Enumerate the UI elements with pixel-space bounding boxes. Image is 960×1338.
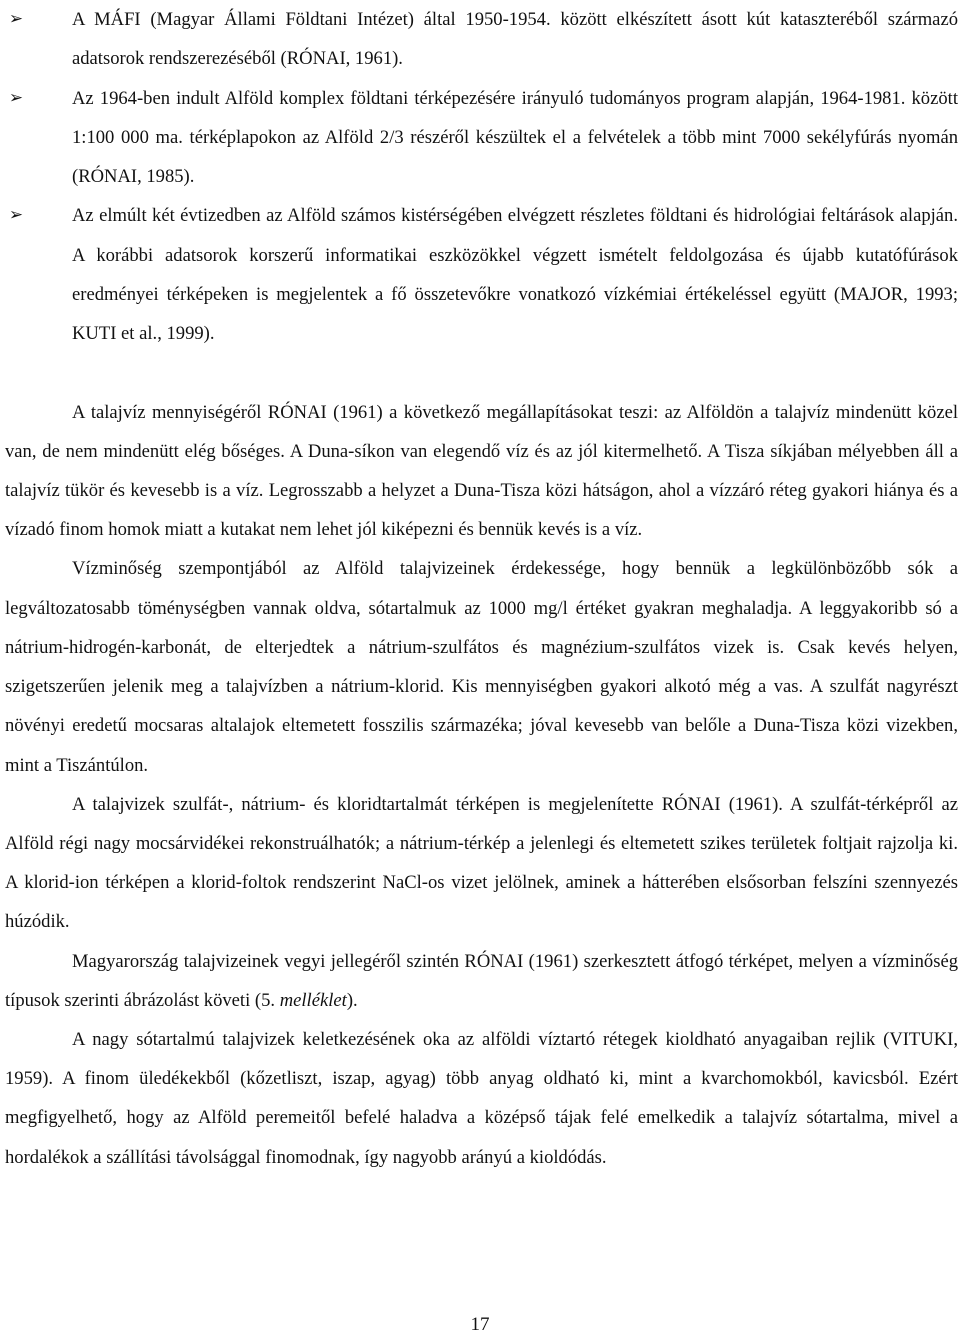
paragraph-salt-maps: A talajvizek szulfát-, nátrium- és kloridtartalmát térképen is megjelenítette RÓNAI (1961). A szulfát-térképről az Alföld régi nagy mocsárvidékei rekonstruálhatók; a nátrium-térkép a jelenlegi és eltemetett szikes területek foltjait rajzolja ki. A klorid-ion térképen a klorid-foltok rendszerint NaCl-os vizet jelölnek, aminek a hátterében elsősorban felszíni szennyezés húzódik. <box>5 793 958 933</box>
list-item <box>5 0 958 79</box>
bullet-list <box>5 0 958 354</box>
paragraph-groundwater-quantity: A talajvíz mennyiségéről RÓNAI (1961) a következő megállapításokat teszi: az Alföldön a talajvíz mindenütt közel van, de nem mindenütt elég bőséges. A Duna-síkon van elegendő víz és az jól kitermelhető. A Tisza síkjában mélyebben áll a talajvíz tükör és kevesebb is a víz. Legrosszabb a helyzet a Duna-Tisza közi hátságon, ahol a vízzáró réteg gyakori hiánya és a vízadó finom homok miatt a kutakat nem lehet jól kiképezni és bennük kevés is a víz. <box>5 401 958 541</box>
paragraph-text: ). <box>346 989 358 1011</box>
arrow-bullet-icon: ➢ <box>8 9 24 29</box>
paragraph-water-quality: Vízminőség szempontjából az Alföld talajvizeinek érdekessége, hogy bennük a legkülönbözőbb sók a legváltozatosabb töménységben vannak oldva, sótartalmuk az 1000 mg/l értéket gyakran meghaladja. A leggyakoribb só a nátrium-hidrogén-karbonát, de elterjedtek a nátrium-szulfátos és magnézium-szulfátos vizek is. Csak kevés helyen, szigetszerűen jelenik meg a talajvízben a nátrium-klorid. Kis mennyiségben gyakori alkotó még a vas. A szulfát nagyrészt növényi eredetű mocsaras altalajok eltemetett fosszilis származéka; jóval kevesebb van belőle a Duna-Tisza közi vizekben, mint a Tiszántúlon. <box>5 558 958 776</box>
bullet-text: Az 1964-ben indult Alföld komplex földtani térképezésére irányuló tudományos program alapján, 1964-1981. között 1:100 000 ma. térképlapokon az Alföld 2/3 részéről készültek el a felvételek a több mint 7000 sekélyfúrás nyomán (RÓNAI, 1985). <box>72 87 958 188</box>
list-item <box>5 79 958 197</box>
bullet-text: Az elmúlt két évtizedben az Alföld számos kistérségében elvégzett részletes földtani és hidrológiai feltárások alapján. A korábbi adatsorok korszerű informatikai eszközökkel végzett ismételt feldolgozása és újabb kutatófúrások eredményei térképeken is megjelentek a fő összetevőkre vonatkozó vízkémiai értékeléssel együtt (MAJOR, 1993; KUTI et al., 1999). <box>72 205 958 345</box>
document-page <box>5 0 958 1177</box>
arrow-bullet-icon: ➢ <box>8 87 24 108</box>
list-item <box>5 196 958 353</box>
arrow-bullet-icon: ➢ <box>8 205 24 226</box>
page-number: 17 <box>470 1314 490 1335</box>
paragraph-chemical-map <box>5 942 958 1020</box>
paragraph-salinity-origin: A nagy sótartalmú talajvizek keletkezésének oka az alföldi víztartó rétegek kioldható anyagaiban rejlik (VITUKI, 1959). A finom üledékekből (kőzetliszt, iszap, agyag) több anyag oldható ki, mint a kvarchomokból, kavicsból. Ezért megfigyelhető, hogy az Alföld peremeitől befelé haladva a középső tájak felé emelkedik a talajvíz sótartalma, mivel a hordalékok a szállítási távolsággal finomodnak, így nagyobb arányú a kioldódás. <box>5 1028 958 1168</box>
bullet-text: A MÁFI (Magyar Állami Földtani Intézet) által 1950-1954. között elkészített ásott kút kataszteréből származó adatsorok rendszerezéséből (RÓNAI, 1961). <box>72 9 958 70</box>
appendix-reference: melléklet <box>279 989 347 1011</box>
paragraph-text: Magyarország talajvizeinek vegyi jellegéről szintén RÓNAI (1961) szerkesztett átfogó térképet, melyen a vízminőség típusok szerinti ábrázolást követi (5. <box>5 950 958 1011</box>
paragraph-gap <box>5 354 958 393</box>
